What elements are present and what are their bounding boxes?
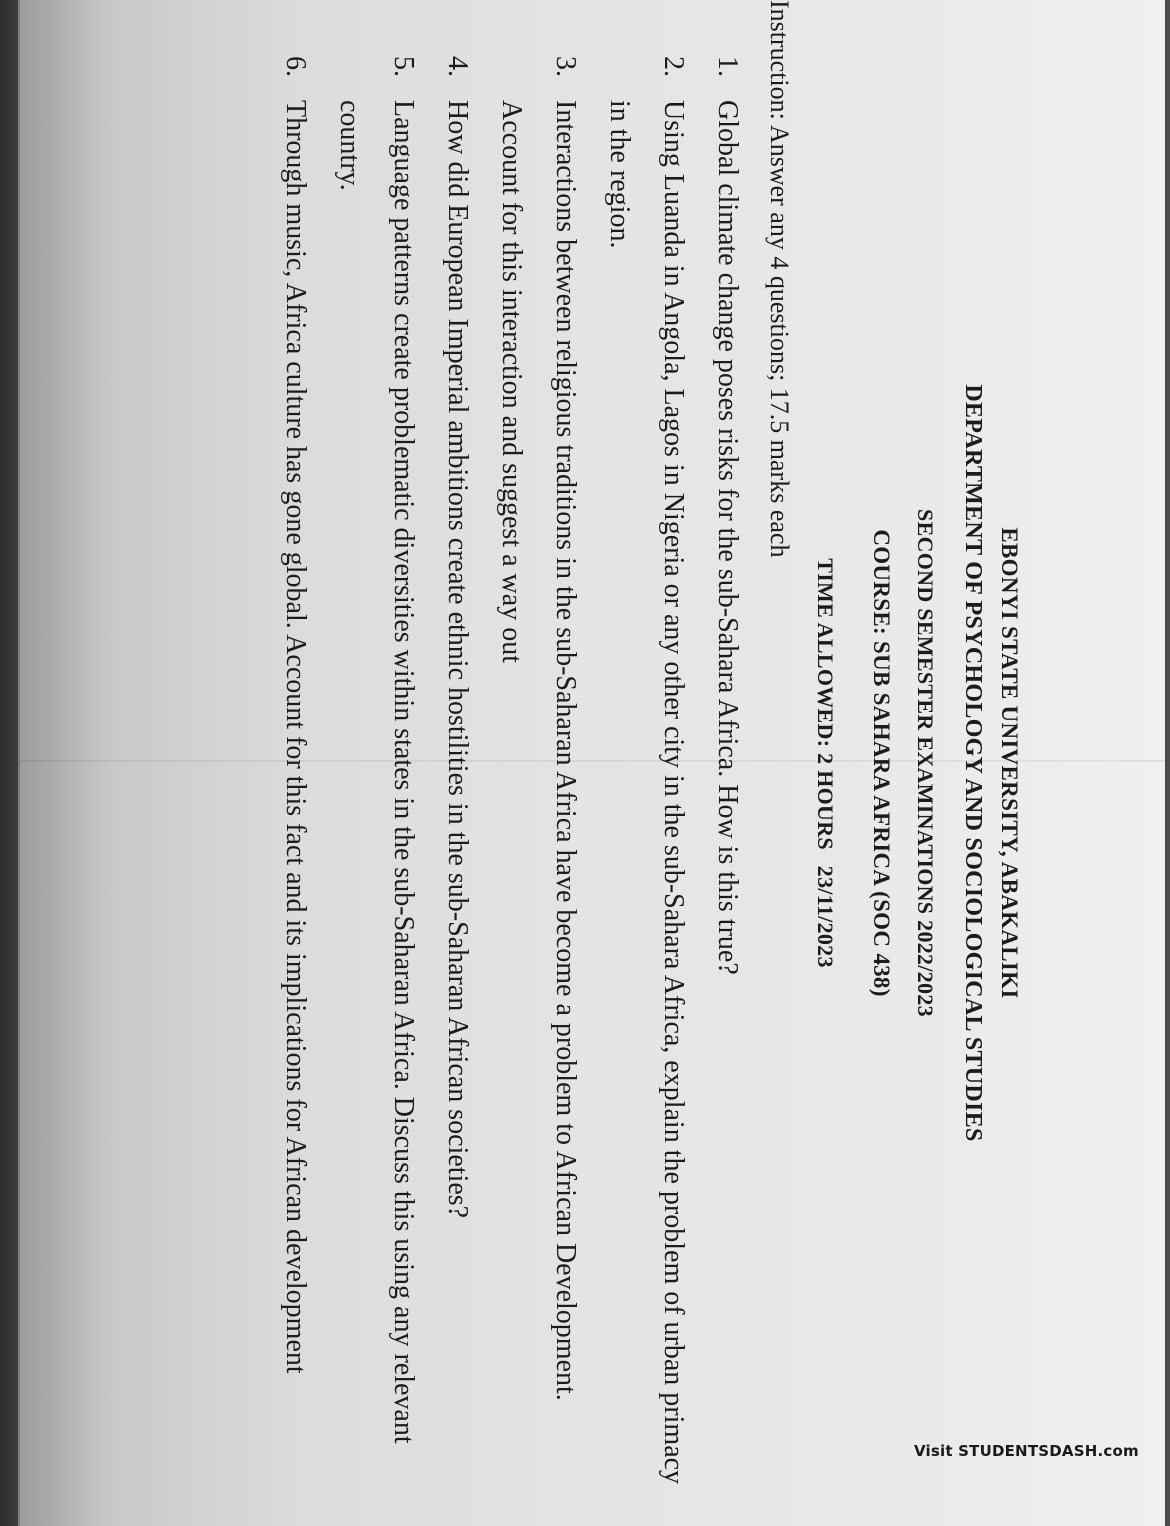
question-item bbox=[700, 56, 754, 1496]
question-text: Using Luanda in Angola, Lagos in Nigeria or any other city in the sub-Sahara Africa, explain the problem of urban primacy in the region. bbox=[604, 100, 689, 1485]
question-text: Global climate change poses risks for the sub-Sahara Africa. How is this true? bbox=[712, 100, 743, 975]
university-name: EBONYI STATE UNIVERSITY, ABAKALIKI bbox=[997, 527, 1022, 999]
question-number: 4. bbox=[442, 56, 473, 77]
question-number: 6. bbox=[280, 56, 311, 77]
question-text: How did European Imperial ambitions create ethnic hostilities in the sub-Saharan African societies? bbox=[442, 100, 473, 1219]
watermark: Visit STUDENTSDASH.com bbox=[914, 1442, 1139, 1460]
time-allowed: TIME ALLOWED: 2 HOURS bbox=[813, 558, 838, 850]
time-date-line bbox=[812, 0, 838, 1526]
question-number: 1. bbox=[712, 56, 743, 77]
question-list bbox=[268, 56, 754, 1496]
question-number: 2. bbox=[658, 56, 689, 77]
exam-content bbox=[130, 0, 1170, 1526]
question-item bbox=[322, 56, 430, 1496]
question-number: 5. bbox=[388, 56, 419, 77]
question-text: Interactions between religious traditions in the sub-Saharan Africa have become a problem to African Development. Account for this interaction and suggest a way out bbox=[496, 100, 581, 1401]
instruction: Instruction: Answer any 4 questions; 17.5 marks each bbox=[765, 0, 794, 558]
exam-date: 23/11/2023 bbox=[813, 865, 838, 968]
question-number: 3. bbox=[550, 56, 581, 77]
question-item bbox=[484, 56, 592, 1496]
question-text: Through music, Africa culture has gone global. Account for this fact and its implications for African development bbox=[280, 100, 311, 1374]
semester-title: SECOND SEMESTER EXAMINATIONS 2022/2023 bbox=[913, 509, 938, 1017]
department-name: DEPARTMENT OF PSYCHOLOGY AND SOCIOLOGICAL STUDIES bbox=[960, 384, 986, 1142]
course-title: COURSE: SUB SAHARA AFRICA (SOC 438) bbox=[869, 529, 894, 997]
question-item bbox=[592, 56, 700, 1496]
question-item bbox=[430, 56, 484, 1496]
question-item bbox=[268, 56, 322, 1496]
question-text: Language patterns create problematic diversities within states in the sub-Saharan Africa. Discuss this using any relevant country. bbox=[334, 100, 419, 1444]
